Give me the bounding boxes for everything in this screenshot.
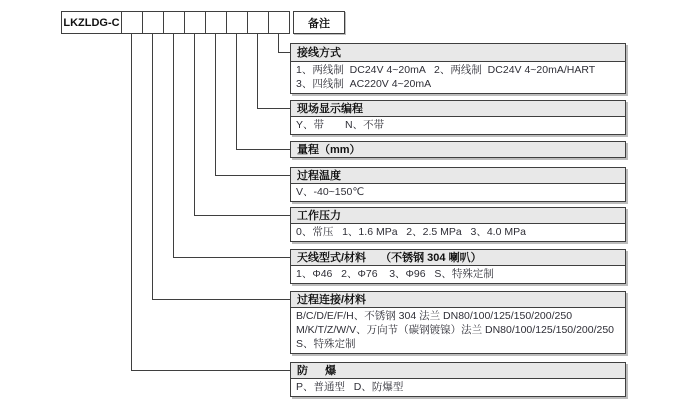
connector-line-range-h <box>236 149 290 150</box>
code-cell-6 <box>226 11 248 34</box>
connector-line-connection-v <box>152 34 153 299</box>
connector-line-wiring-h <box>278 52 290 53</box>
connector-line-temperature-v <box>215 34 216 175</box>
connector-line-display-h <box>257 108 290 109</box>
section-options-process-connection-material <box>290 307 626 354</box>
model-prefix-box: LKZLDG-C <box>61 11 122 34</box>
option-line: 1、两线制 DC24V 4~20mA 2、两线制 DC24V 4~20mA/HART <box>296 64 596 76</box>
connector-line-antenna-v <box>173 34 174 257</box>
section-options-working-pressure <box>290 223 626 242</box>
code-cells-row <box>121 11 290 34</box>
section-title-display-programming: 现场显示编程 <box>290 100 626 117</box>
section-title-working-pressure: 工作压力 <box>290 207 626 224</box>
section-options-antenna-type-material <box>290 265 626 284</box>
code-cell-3 <box>163 11 185 34</box>
section-process-temperature <box>290 167 626 202</box>
code-cell-4 <box>184 11 206 34</box>
option-line: 0、常压 1、1.6 MPa 2、2.5 MPa 3、4.0 MPa <box>296 226 526 238</box>
code-cell-7 <box>247 11 269 34</box>
option-line: Y、带 N、不带 <box>296 119 385 131</box>
section-options-wiring-method <box>290 61 626 94</box>
section-title-process-connection-material: 过程连接/材料 <box>290 291 626 308</box>
code-cell-5 <box>205 11 227 34</box>
section-title-explosion-proof: 防 爆 <box>290 362 626 379</box>
option-line: 3、四线制 AC220V 4~20mA <box>296 78 432 90</box>
option-line: V、-40~150℃ <box>296 186 365 198</box>
connector-line-explosion-v <box>131 34 132 370</box>
section-options-process-temperature <box>290 183 626 202</box>
section-display-programming <box>290 100 626 135</box>
code-cell-8 <box>268 11 290 34</box>
section-measuring-range <box>290 141 626 158</box>
section-explosion-proof <box>290 362 626 397</box>
connector-line-pressure-h <box>194 215 290 216</box>
code-cell-1 <box>121 11 143 34</box>
section-antenna-type-material <box>290 249 626 284</box>
code-cell-2 <box>142 11 164 34</box>
section-title-wiring-method: 接线方式 <box>290 43 626 62</box>
option-line: 1、Φ46 2、Φ76 3、Φ96 S、特殊定制 <box>296 268 494 280</box>
section-options-display-programming <box>290 116 626 135</box>
option-line: P、普通型 D、防爆型 <box>296 381 404 393</box>
section-process-connection-material <box>290 291 626 354</box>
section-wiring-method <box>290 43 626 94</box>
connector-line-temperature-h <box>215 175 290 176</box>
connector-line-wiring-v <box>278 34 279 52</box>
section-title-measuring-range: 量程（mm） <box>290 141 626 158</box>
option-line: M/K/T/Z/W/V、万向节（碳钢镀镍）法兰 DN80/100/125/150/200/250 <box>296 324 615 336</box>
section-title-process-temperature: 过程温度 <box>290 167 626 184</box>
section-working-pressure <box>290 207 626 242</box>
connector-line-pressure-v <box>194 34 195 215</box>
option-line: S、特殊定制 <box>296 338 356 350</box>
connector-line-antenna-h <box>173 257 290 258</box>
option-line: B/C/D/E/F/H、不锈钢 304 法兰 DN80/100/125/150/200/250 <box>296 310 573 322</box>
connector-line-range-v <box>236 34 237 149</box>
remark-box: 备注 <box>293 11 345 34</box>
connector-line-connection-h <box>152 299 290 300</box>
section-options-explosion-proof <box>290 378 626 397</box>
section-title-antenna-type-material: 天线型式/材料 （不锈钢 304 喇叭） <box>290 249 626 266</box>
connector-line-explosion-h <box>131 370 290 371</box>
connector-line-display-v <box>257 34 258 108</box>
